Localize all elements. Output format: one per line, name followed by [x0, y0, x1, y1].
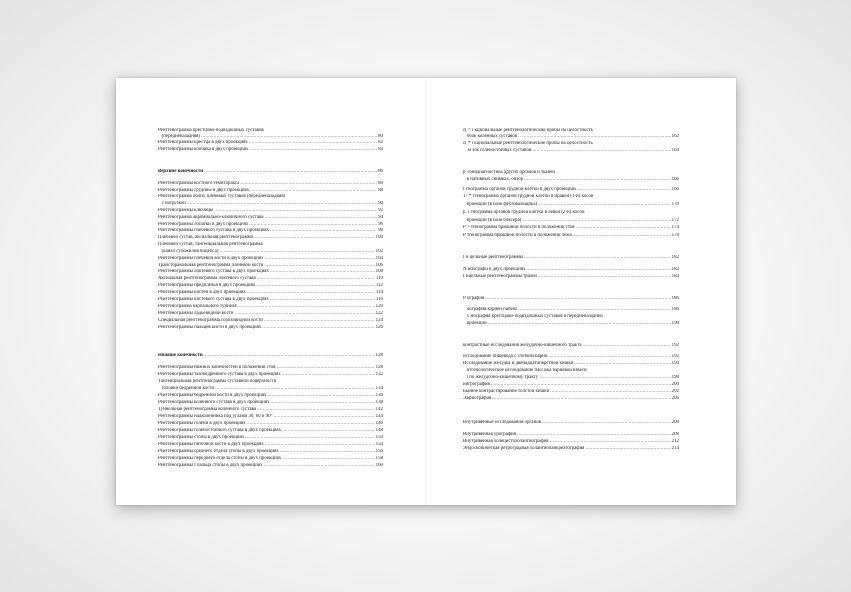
toc-entry: 1\' * тгенограмма органов грудной клетки в правой (1-й) косой — [463, 194, 594, 199]
toc-entry: Рентгенограмма карпального туннеля ..... 120 — [158, 304, 383, 310]
toc-entry: Рентгенограммы тазобедренного сустава в двух проекциях ..... 132 — [158, 372, 383, 378]
toc-entry: Рентгенограммы ключицы ..... 92 — [158, 208, 383, 214]
toc-entry: с( > і кциональные рентгенологические пробы на целостность — [463, 128, 594, 133]
toc-entry: Внутривенная урография ..... 208 — [463, 432, 679, 438]
toc-entry: Рентгенограммы коленного сустава в двух проекциях ..... 138 — [158, 400, 383, 406]
toc-entry: Рентгенограммы пальцев кисти в двух проекциях ..... 126 — [158, 325, 383, 331]
toc-entry: Рентгенограммы плечевого сустава в двух проекциях ..... 98 — [158, 228, 383, 234]
toc-entry: Р играфия ..... 186 — [463, 296, 679, 302]
toc-entry: Рентгенограммы локтевого сустава в двух проекциях ..... 108 — [158, 269, 383, 275]
toc-entry: Аксиальная рентгенограмма локтевого сустава ..... 110 — [158, 276, 383, 282]
toc-entry: .м зок голеностопных суставов ..... 164 — [463, 148, 679, 154]
toc-section-heading: Нижние конечности ..... 128 — [158, 353, 383, 359]
toc-entry: (канал сухожилия бицепса) ..... 102 — [158, 249, 383, 255]
toc-entry: х мография крестцово-подвздошных суставов в передненазадней — [463, 314, 603, 319]
toc-entry: Бьйное контрастирование толстой кишки ..... 202 — [463, 389, 679, 395]
toc-entry: р' гонодиагностика других органов и тканей — [463, 170, 556, 175]
toc-entry: головки бедренной кости ..... 134 — [158, 386, 383, 392]
toc-entry: Рентгенограммы костного гемиторакса ..... 86 — [158, 181, 383, 187]
toc-entry: Трансторакальная рентгенограмма плечевой кости ..... 106 — [158, 263, 383, 269]
toc-entry: Рентгенограммы лопатки в двух проекциях ..... 96 — [158, 222, 383, 228]
toc-entry: Рентгенограммы переднего отдела стопы в двух проекциях ..... 158 — [158, 456, 383, 462]
toc-entry: Р тгенограмма брюшной полости в положении лежа ..... 178 — [463, 233, 679, 239]
toc-entry: I гнограмма органов грудной клетки в двух проекциях ..... 166 — [463, 187, 679, 193]
toc-entry: Туннельная рентгенограмма коленного сустава ..... 142 — [158, 407, 383, 413]
toc-entry: Рентгенограммы плечевой кости в двух проекциях ..... 104 — [158, 256, 383, 262]
toc-entry: Специальная рентгенограмма гороховидной кости ..... 124 — [158, 318, 383, 324]
toc-entry: исследование пищевода с глотком бария ..... 192 — [463, 354, 679, 360]
toc-entry: чография корней папеях ..... 186 — [463, 307, 679, 313]
toc-entry: Внутривенные исследования органов ..... 208 — [463, 420, 679, 426]
toc-entry: Рентгенограммы грудины в двух проекциях ..... 88 — [158, 188, 383, 194]
toc-entry: Рентгенограммы пяточной кости в двух проекциях ..... 154 — [158, 442, 383, 448]
toc-entry: Рентгенограммы крестца в двух проекциях ..... 82 — [158, 140, 383, 146]
toc-entry: Рентгенограммы копчика в двух проекциях ..... 84 — [158, 147, 383, 153]
toc-section-heading: Верхние конечности ..... 86 — [158, 169, 383, 175]
toc-entry: Рентгенограммы надколенника под углами 30, 60 и 90° ..... 144 — [158, 414, 383, 420]
toc-entry: Тангенциальная рентгенограмма суставной поверхности — [158, 379, 277, 384]
toc-entry: Р > тгенограмма брюшной полости в положении стоя ..... 174 — [463, 225, 679, 231]
toc-entry: Рентгенограммы ладьевидной кости ..... 122 — [158, 311, 383, 317]
toc-entry: ингрография ..... 200 — [463, 382, 679, 388]
toc-entry: Плечевой сустав, аксиальная рентгенограмма ..... 100 — [158, 235, 383, 241]
toc-entry: ччок коленных суставов ..... 162 — [463, 134, 679, 140]
toc-entry: в нативных снимках, обзор ..... 166 — [463, 177, 679, 183]
toc-entry: Рентгенограммы стопы в двух проекциях ..... 150 — [158, 435, 383, 441]
toc-entry: Рентгенограммы нижних конечностей в положении стоя ..... 128 — [158, 365, 383, 371]
toc-entry: с нагрузкой ..... 90 — [158, 201, 383, 207]
toc-entry: і по желудочно-кишечному тракту ..... 198 — [463, 375, 679, 381]
toc-entry: Эндоскопическая ретроградная холангиопанкреатография ..... 214 — [463, 446, 679, 452]
toc-entry: Рентгенограмма акромиально-ключичного сустава ..... 94 — [158, 215, 383, 221]
toc-entry: Рентгенограммы I пальца стопы в двух проекциях ..... 160 — [158, 463, 383, 469]
toc-entry: Рентгенограммы предплечья в двух проекциях ..... 112 — [158, 283, 383, 289]
toc-entry: I ицельные рентгенограммы трахеи ..... 184 — [463, 274, 679, 280]
toc-entry: проекции ..... 190 — [463, 321, 679, 327]
toc-entry: Внутривенная холецистохолангиография ..... 212 — [463, 439, 679, 445]
toc-entry: Рентгенограммы голени в двух проекциях ..... 146 — [158, 421, 383, 427]
left-page — [116, 78, 426, 505]
toc-entry: р. і гнограмма органов грудной клетки в левой (2-й) косой — [463, 210, 585, 215]
toc-entry: Эафиография ..... 206 — [463, 396, 679, 402]
toc-entry: Плечевой сустав, тангенциальная рентгенограмма — [158, 242, 263, 247]
toc-entry: Рентгенограммы кистевого сустава в двух проекциях ..... 116 — [158, 297, 383, 303]
toc-entry: Исследование желудка и двенадцатиперстной кишки ..... 194 — [463, 361, 679, 367]
toc-entry: Рентгенограммы среднего отдела стопы в двух проекциях ..... 156 — [158, 449, 383, 455]
toc-entry: Рентгенограмма обоих плечевых суставов (передненазадняя) — [158, 194, 286, 199]
toc-entry: I н цельные рентгенограммы ..... 182 — [463, 255, 679, 261]
toc-entry: Рентгенограммы голеностопного сустава в двух проекциях ..... 148 — [158, 428, 383, 434]
toc-entry: N ипографи в двух проекциях ..... 182 — [463, 267, 679, 273]
toc-entry: проекции (в позе фехтовальщика) ..... 170 — [463, 202, 679, 208]
toc-entry: Рентгенограмма крестцово-подвздошных суставов — [158, 128, 264, 133]
toc-entry: Рентгенограммы кистей в двух проекциях ..... 114 — [158, 290, 383, 296]
toc-entry: нтгенологическое исследование пассажа бариевой взвеси — [463, 368, 587, 373]
toc-entry: (передненазадняя) ..... 80 — [158, 134, 383, 140]
book-spread — [116, 78, 736, 505]
toc-entry: контрастные исследования желудочно-кишечного тракта ..... 192 — [463, 343, 679, 349]
right-page — [426, 78, 736, 505]
toc-entry: проекции (в позе боксера) ..... 172 — [463, 218, 679, 224]
toc-entry: Рентгенограммы бедренной кости в двух проекциях ..... 136 — [158, 393, 383, 399]
toc-entry: с( * і кциональные рентгенологические пробы на целостность — [463, 141, 593, 146]
